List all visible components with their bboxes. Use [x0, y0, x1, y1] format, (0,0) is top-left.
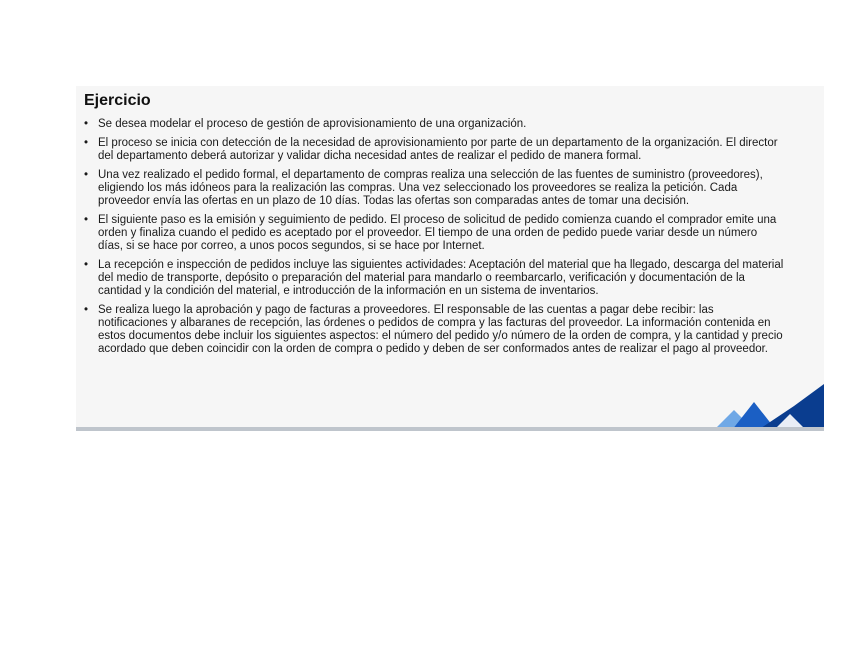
bullet-icon: •: [84, 118, 89, 130]
slide-title: Ejercicio: [84, 92, 151, 109]
bullet-icon: •: [84, 214, 89, 226]
bullet-item: [82, 214, 784, 253]
bullet-text: El proceso se inicia con detección de la necesidad de aprovisionamiento por parte de un departamento de la organización. El director del departamento deberá autorizar y validar dicha necesidad antes de realizar el pedido de manera formal.: [98, 137, 778, 162]
bullet-icon: •: [84, 169, 89, 181]
bullet-icon: •: [84, 304, 89, 316]
bullet-icon: •: [84, 137, 89, 149]
bullet-text: Se desea modelar el proceso de gestión de aprovisionamiento de una organización.: [98, 118, 527, 130]
bullet-text: Una vez realizado el pedido formal, el departamento de compras realiza una selección de las fuentes de suministro (proveedores), eligiendo los más idóneos para la realización las compras. Una vez seleccionado los proveedores se realiza la petición. Cada proveedor envía las ofertas en un plazo de 10 días. Todas las ofertas son comparadas antes de tomar una decisión.: [98, 169, 763, 207]
slide: [76, 86, 824, 430]
blue-triangles-logo-icon: [714, 380, 824, 430]
slide-bottom-rule: [76, 427, 824, 431]
bullet-text: El siguiente paso es la emisión y seguimiento de pedido. El proceso de solicitud de pedido comienza cuando el comprador emite una orden y finaliza cuando el pedido es aceptado por el proveedor. El tiempo de una orden de pedido puede variar desde un número días, si se hace por correo, a unos pocos segundos, si se hace por Internet.: [98, 214, 777, 252]
bullet-list: [82, 118, 784, 362]
bullet-icon: •: [84, 259, 89, 271]
bullet-item: [82, 169, 784, 208]
bullet-text: Se realiza luego la aprobación y pago de facturas a proveedores. El responsable de las cuentas a pagar debe recibir: las notificaciones y albaranes de recepción, las órdenes o pedidos de compra y las facturas del proveedor. La información contenida en estos documentos debe incluir los siguientes aspectos: el número del pedido y/o número de la orden de compra, y la cantidad y precio acordado que deben coincidir con la orden de compra o pedido y deben de ser conformados antes de realizar el pago al proveedor.: [98, 304, 783, 355]
bullet-item: [82, 118, 784, 131]
bullet-item: [82, 304, 784, 356]
bullet-item: [82, 137, 784, 163]
bullet-item: [82, 259, 784, 298]
bullet-text: La recepción e inspección de pedidos incluye las siguientes actividades: Aceptación del material que ha llegado, descarga del material del medio de transporte, depósito o preparación del material para mandarlo o reembarcarlo, verificación y documentación de la cantidad y la condición del material, e introducción de la información en un sistema de inventarios.: [98, 259, 784, 297]
